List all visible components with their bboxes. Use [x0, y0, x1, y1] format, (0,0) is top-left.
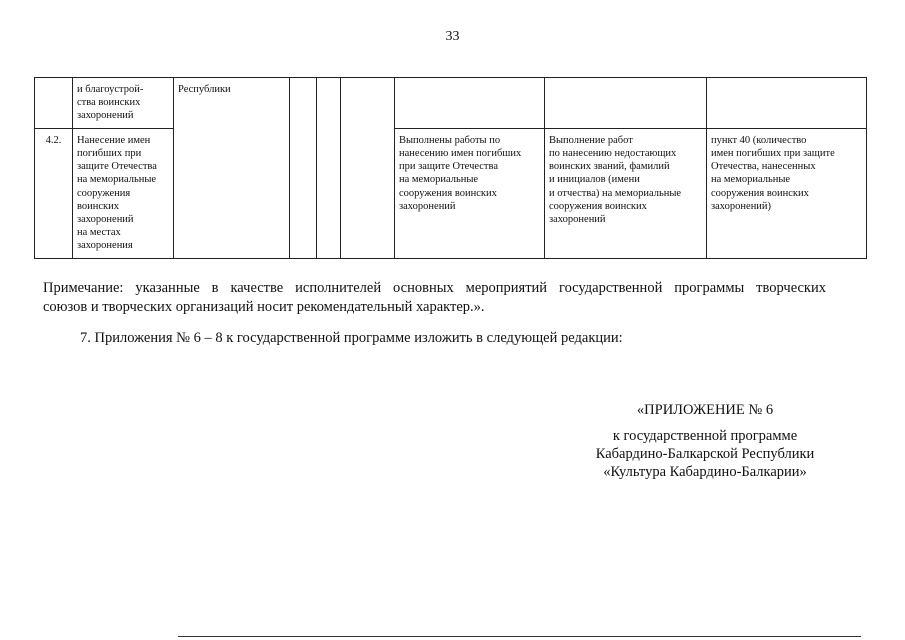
cell-indicator — [707, 78, 867, 129]
table-row — [35, 129, 867, 259]
amendment-point-7: 7. Приложения № 6 – 8 к государственной программе изложить в следующей редакции: — [80, 330, 623, 346]
cell-indicator: пункт 40 (количество имен погибших при защите Отечества, нанесенных на мемориальные сооружения воинских захоронений) — [707, 129, 867, 259]
cell-number: 4.2. — [35, 129, 73, 259]
note-line: союзов и творческих организаций носит рекомендательный характер.». — [43, 299, 485, 315]
cell-funding — [341, 78, 395, 259]
note-line: Примечание: указанные в качестве исполнителей основных мероприятий государственной программы творческих — [43, 280, 826, 296]
appendix-line: «Культура Кабардино-Балкарии» — [603, 464, 807, 480]
appendix-line: к государственной программе — [612, 428, 798, 444]
program-activities-table — [34, 77, 867, 259]
cell-expected-result — [395, 78, 545, 129]
cell-activity: Нанесение имен погибших при защите Отечества на мемориальные сооружения воинских захоронений на местах захоронения — [73, 129, 174, 259]
cell-number — [35, 78, 73, 129]
cell-start — [290, 78, 317, 259]
table-note — [43, 279, 826, 317]
cell-expected-result: Выполнены работы по нанесению имен погибших при защите Отечества на мемориальные сооружения воинских захоронений — [395, 129, 545, 259]
appendix-line: Кабардино-Балкарской Республики — [595, 446, 815, 462]
table-row — [35, 78, 867, 129]
cell-consequences: Выполнение работ по нанесению недостающих воинских званий, фамилий и инициалов (имени и отчества) на мемориальные сооружения воинских захоронений — [545, 129, 707, 259]
appendix-subtitle — [585, 427, 825, 481]
cell-activity: и благоустрой- ства воинских захоронений — [73, 78, 174, 129]
page-number: 33 — [445, 29, 460, 44]
cell-consequences — [545, 78, 707, 129]
cell-end — [317, 78, 341, 259]
appendix-title: «ПРИЛОЖЕНИЕ № 6 — [636, 402, 774, 418]
cell-executor: Республики — [174, 78, 290, 259]
scan-artifact-line — [178, 636, 861, 637]
